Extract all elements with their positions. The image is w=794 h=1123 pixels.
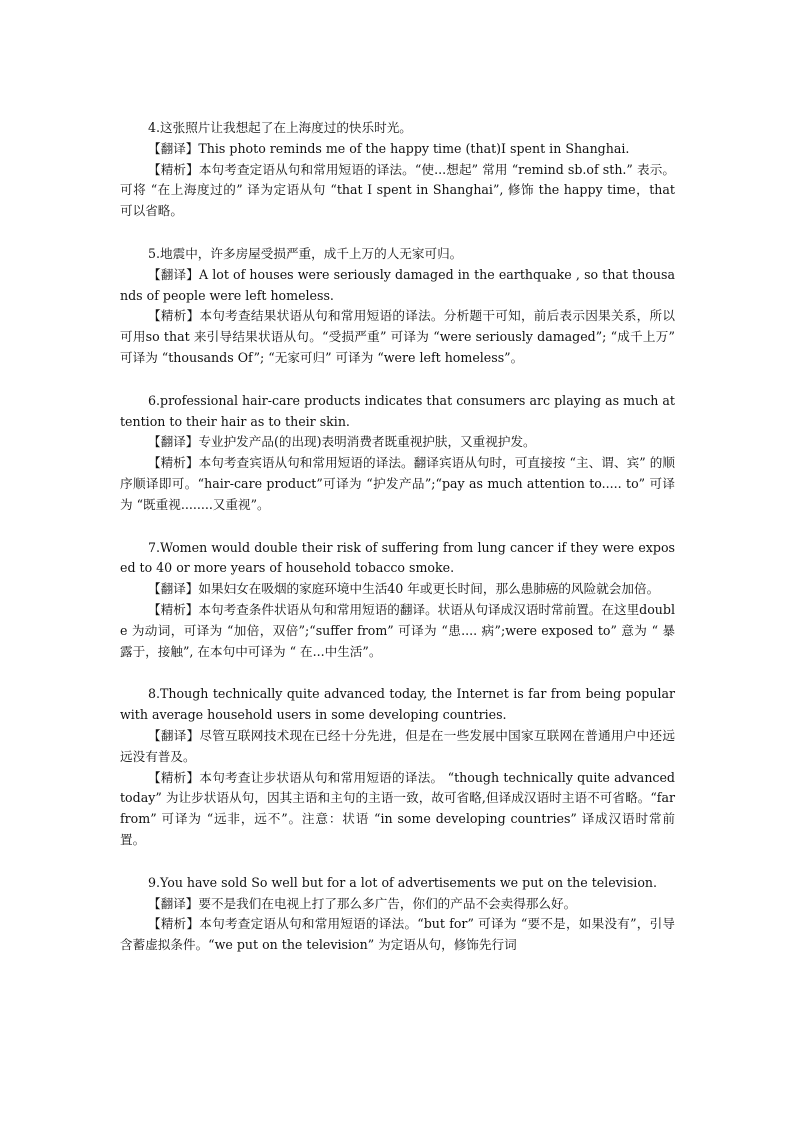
question-text: 9.You have sold So well but for a lot of advertisements we put on the television. <box>148 874 658 890</box>
translation-text: 【翻译】要不是我们在电视上打了那么多广告，你们的产品不会卖得那么好。 <box>148 895 577 911</box>
question-item-6 <box>120 391 675 516</box>
analysis-text: 【精析】本句考查结果状语从句和常用短语的译法。分析题干可知，前后表示因果关系，所以可用so that 来引导结果状语从句。“受损严重” 可译为 “were seriously damaged”; “成千上万” 可译为 “thousands Of”; “无家可归” 可译为 “were left homeless”。 <box>120 308 675 365</box>
question-item-8 <box>120 684 675 850</box>
analysis-text: 【精析】本句考查条件状语从句和常用短语的翻译。状语从句译成汉语时常前置。在这里double 为动词，可译为 “加倍，双倍”;“suffer from” 可译为 “患.... 病”;were exposed to” 意为 “ 暴露于，接触”, 在本句中可译为 “ 在...中生活”。 <box>120 601 676 659</box>
question-item-5 <box>120 244 675 369</box>
analysis-text: 【精析】本句考查宾语从句和常用短语的译法。翻译宾语从句时，可直接按 “主、谓、宾” 的顺序顺译即可。“hair-care product”可译为 “护发产品”;“pay as much attention to..... to” 可译为 “既重视........又重视”。 <box>120 455 675 512</box>
translation-text: 【翻译】尽管互联网技术现在已经十分先进，但是在一些发展中国家互联网在普通用户中还远远没有普及。 <box>120 727 675 764</box>
question-text: 6.professional hair-care products indicates that consumers arc playing as much attention to their hair as to their skin. <box>120 392 675 429</box>
translation-text: 【翻译】专业护发产品(的出现)表明消费者既重视护肤，又重视护发。 <box>148 434 536 450</box>
analysis-text: 【精析】本句考查定语从句和常用短语的译法。“but for” 可译为 “要不是，如果没有”，引导含蓄虚拟条件。“we put on the television” 为定语从句，修饰先行词 <box>120 916 675 953</box>
question-text: 7.Women would double their risk of suffering from lung cancer if they were exposed to 40 or more years of household tobacco smoke. <box>120 539 675 576</box>
analysis-text: 【精析】本句考查让步状语从句和常用短语的译法。 “though technically quite advanced today” 为让步状语从句，因其主语和主句的主语一致，故可省略,但译成汉语时主语不可省略。“far from” 可译为 “远非，远不”。注意：状语 “in some developing countries” 译成汉语时常前置。 <box>120 769 675 847</box>
translation-text: 【翻译】This photo reminds me of the happy time (that)I spent in Shanghai. <box>148 140 630 156</box>
question-item-4 <box>120 118 675 222</box>
analysis-text: 【精析】本句考查定语从句和常用短语的译法。“使...想起” 常用 “remind sb.of sth.” 表示。可将 “在上海度过的” 译为定语从句 “that I spent in Shanghai”, 修饰 the happy time，that 可以省略。 <box>120 161 675 219</box>
question-text: 8.Though technically quite advanced today, the Internet is far from being popular with average household users in some developing countries. <box>120 686 675 723</box>
translation-text: 【翻译】如果妇女在吸烟的家庭环境中生活40 年或更长时间，那么患肺癌的风险就会加倍。 <box>148 581 660 597</box>
document-page <box>120 112 675 978</box>
question-item-7 <box>120 538 675 663</box>
translation-text: 【翻译】A lot of houses were seriously damaged in the earthquake , so that thousands of people were left homeless. <box>120 266 675 303</box>
question-item-9 <box>120 873 675 956</box>
question-text: 5.地震中，许多房屋受损严重，成千上万的人无家可归。 <box>148 245 463 261</box>
question-text: 4.这张照片让我想起了在上海度过的快乐时光。 <box>148 120 412 135</box>
